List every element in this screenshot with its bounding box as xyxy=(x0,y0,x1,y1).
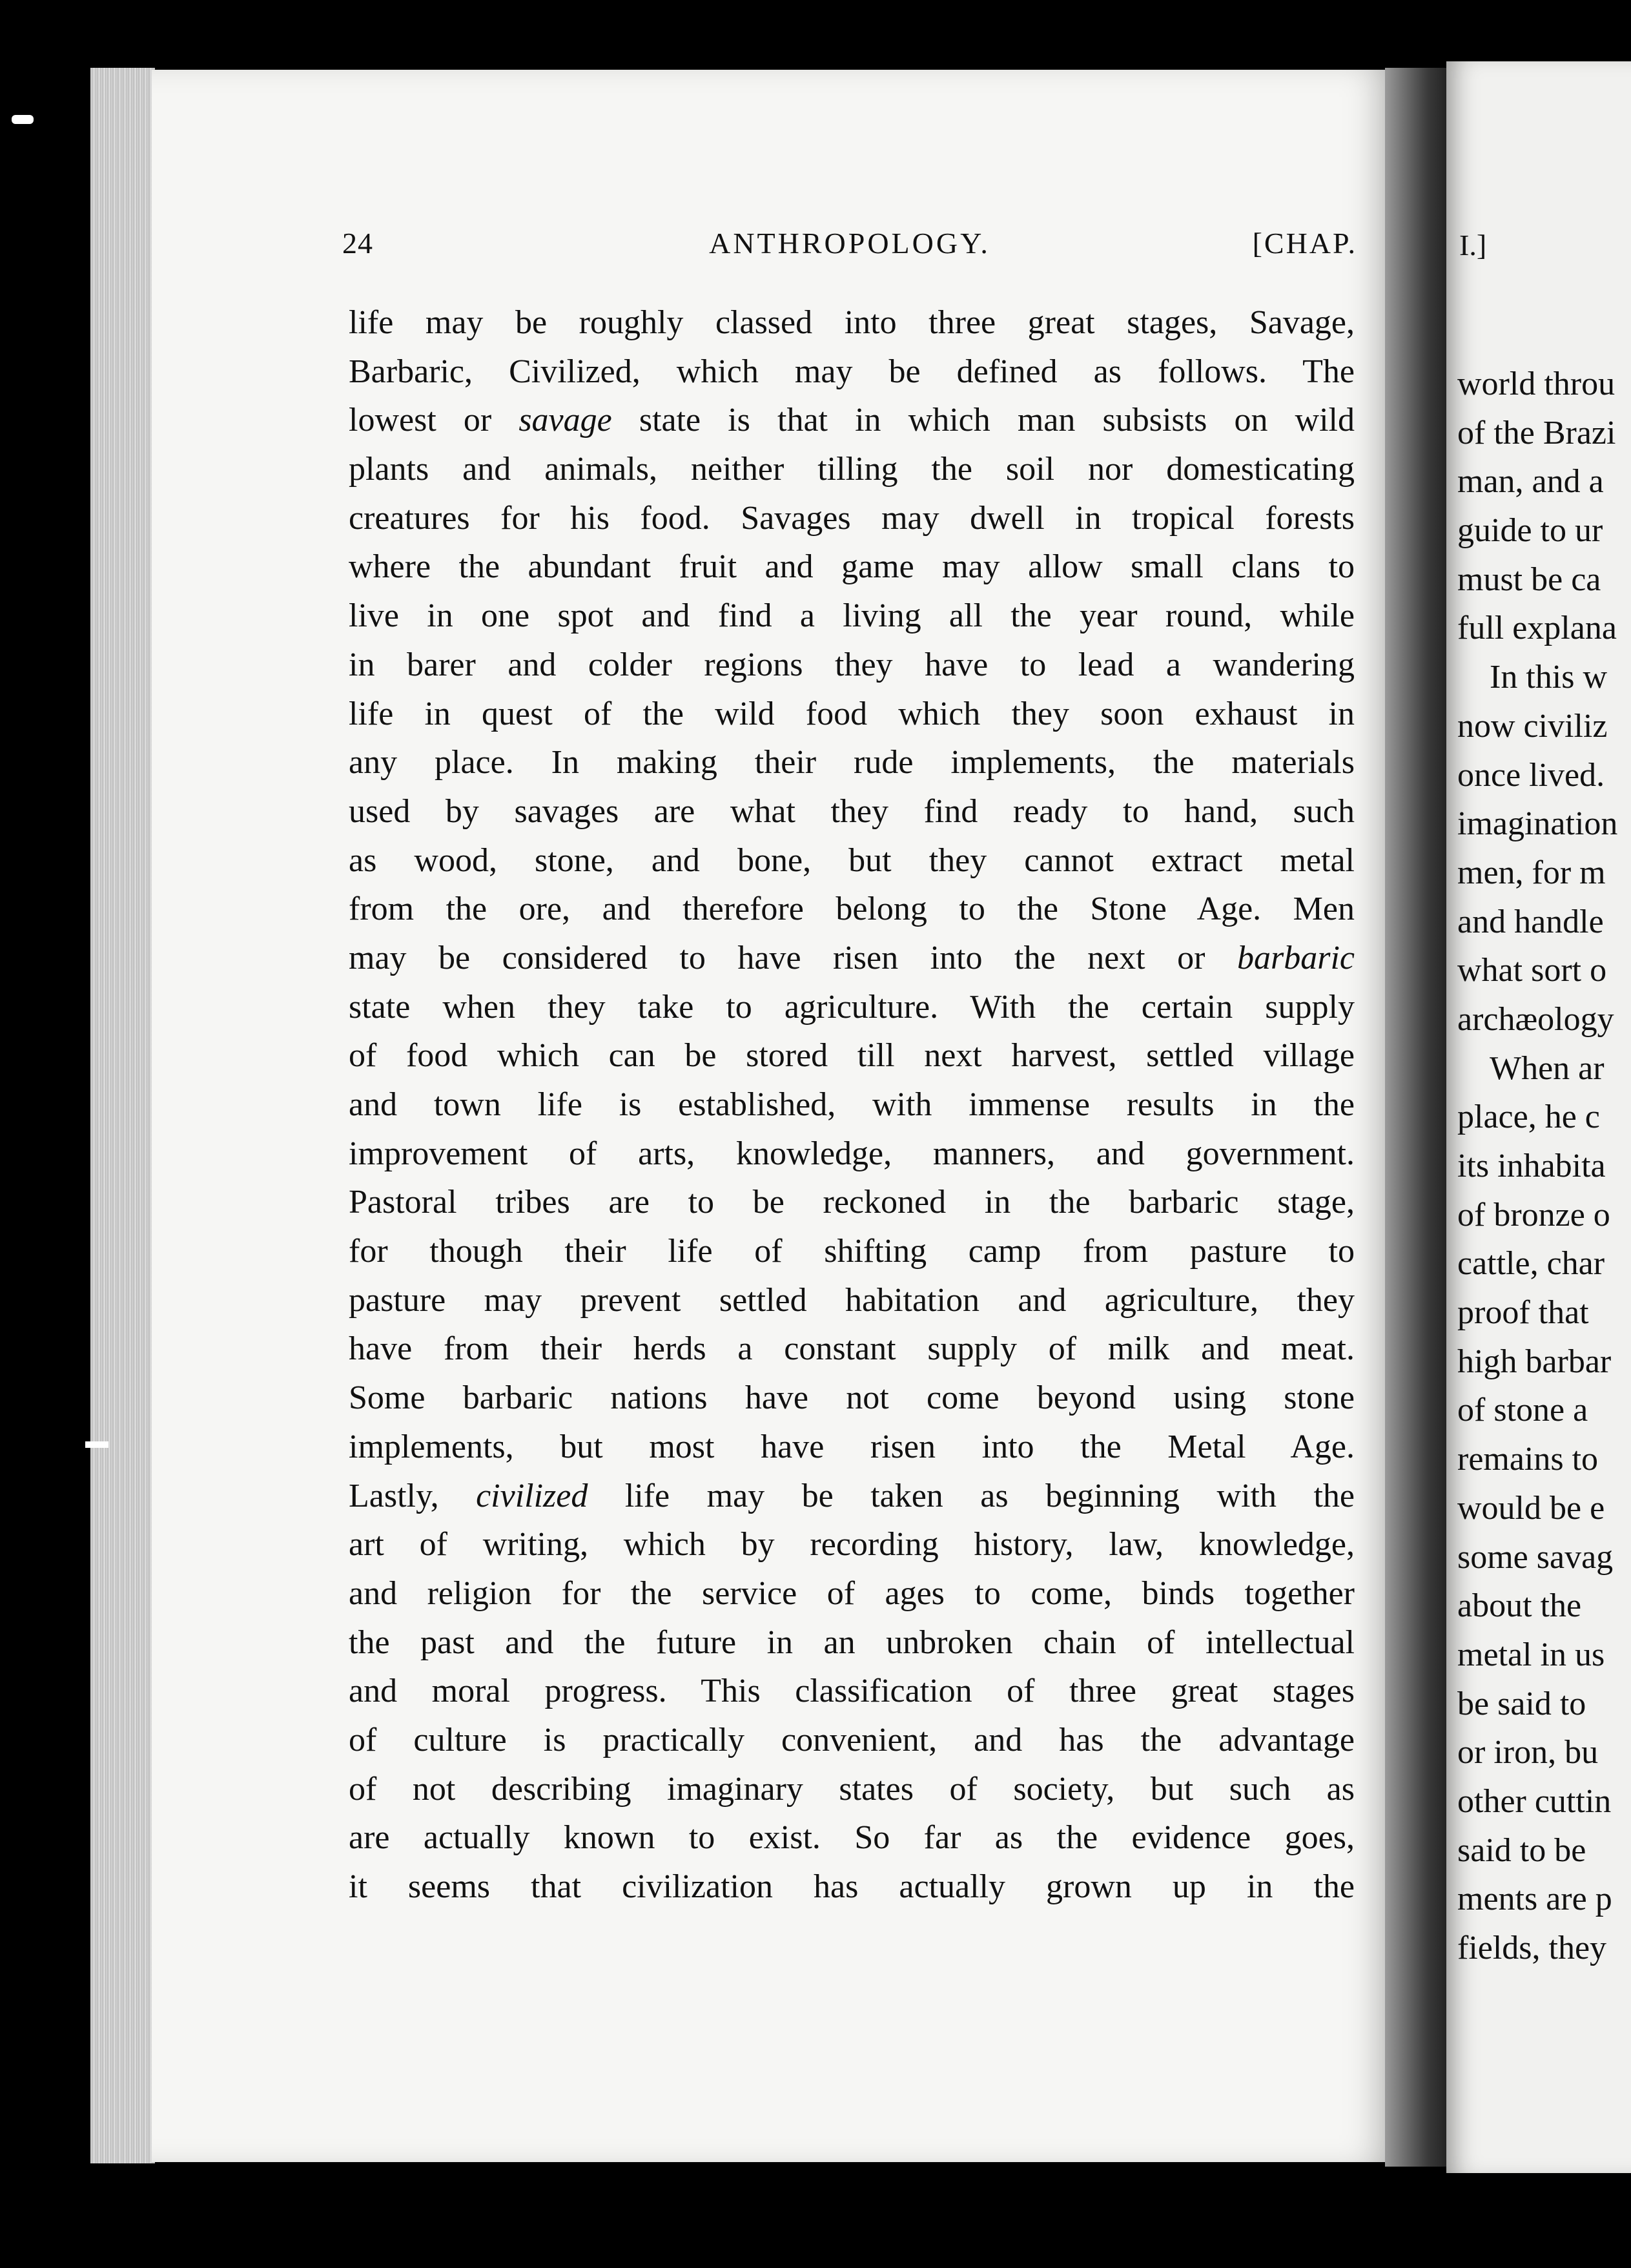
text-line: may be considered to have risen into the next or barbaric xyxy=(349,939,1355,976)
text-line: of culture is practically convenient, and has the advantage xyxy=(349,1721,1355,1758)
text-line: be said to xyxy=(1457,1685,1586,1722)
text-line: men, for m xyxy=(1457,854,1606,891)
text-line: place, he c xyxy=(1457,1098,1600,1136)
text-line: where the abundant fruit and game may allow small clans to xyxy=(349,548,1355,586)
text-line: of bronze o xyxy=(1457,1196,1610,1233)
text-line: used by savages are what they find ready to hand, such xyxy=(349,792,1355,830)
text-line: cattle, char xyxy=(1457,1245,1605,1283)
text-line: of the Brazi xyxy=(1457,414,1616,451)
text-line: guide to ur xyxy=(1457,512,1603,550)
page-number: 24 xyxy=(342,227,373,260)
chapter-label: [CHAP. xyxy=(1252,227,1357,260)
text-line: of stone a xyxy=(1457,1392,1588,1429)
text-line: and religion for the service of ages to come, binds together xyxy=(349,1574,1355,1612)
text-line: man, and a xyxy=(1457,463,1604,500)
text-line: must be ca xyxy=(1457,561,1601,598)
text-line: and moral progress. This classification of three great stages xyxy=(349,1673,1355,1710)
left-page-body xyxy=(349,298,1355,1912)
text-line: Lastly, civilized life may be taken as beginning with the xyxy=(349,1477,1355,1514)
text-line: have from their herds a constant supply of milk and meat. xyxy=(349,1330,1355,1368)
text-line: in barer and colder regions they have to lead a wandering xyxy=(349,646,1355,683)
text-line: fields, they xyxy=(1457,1930,1607,1966)
text-line: now civiliz xyxy=(1457,707,1608,745)
text-line: art of writing, which by recording history, law, knowledge, xyxy=(349,1526,1355,1563)
right-chapter-label: I.] xyxy=(1459,229,1487,262)
text-line: high barbar xyxy=(1457,1343,1612,1380)
text-line: are actually known to exist. So far as the evidence goes, xyxy=(349,1819,1355,1857)
text-line: When ar xyxy=(1490,1049,1605,1087)
text-line: archæology xyxy=(1457,1000,1614,1038)
text-line: metal in us xyxy=(1457,1636,1605,1673)
text-line: Pastoral tribes are to be reckoned in the barbaric stage, xyxy=(349,1184,1355,1221)
text-line: creatures for his food. Savages may dwell in tropical forests xyxy=(349,499,1355,537)
text-line: life in quest of the wild food which they soon exhaust in xyxy=(349,695,1355,732)
text-line: as wood, stone, and bone, but they cannot extract metal xyxy=(349,841,1355,879)
text-line: of food which can be stored till next harvest, settled village xyxy=(349,1037,1355,1075)
text-line: and town life is established, with immense results in the xyxy=(349,1086,1355,1123)
scan-speck xyxy=(85,1441,108,1448)
text-line: any place. In making their rude implements, the materials xyxy=(349,744,1355,781)
text-line: from the ore, and therefore belong to the Stone Age. Men xyxy=(349,891,1355,928)
text-line: of not describing imaginary states of society, but such as xyxy=(349,1770,1355,1808)
text-line: pasture may prevent settled habitation and agriculture, they xyxy=(349,1281,1355,1319)
text-line: Barbaric, Civilized, which may be defined as follows. The xyxy=(349,353,1355,390)
text-line: said to be xyxy=(1457,1831,1586,1869)
text-line: implements, but most have risen into the Metal Age. xyxy=(349,1428,1355,1465)
text-line: would be e xyxy=(1457,1489,1605,1527)
right-page xyxy=(1446,61,1631,2173)
text-line: live in one spot and find a living all the year round, while xyxy=(349,597,1355,635)
text-line: full explana xyxy=(1457,610,1617,647)
text-line: life may be roughly classed into three great stages, Savage, xyxy=(349,304,1355,341)
text-line: state when they take to agriculture. With the certain supply xyxy=(349,988,1355,1026)
text-line: Some barbaric nations have not come beyond using stone xyxy=(349,1379,1355,1417)
text-line: In this w xyxy=(1490,659,1607,696)
text-line: or iron, bu xyxy=(1457,1734,1599,1771)
text-line: world throu xyxy=(1457,366,1616,402)
running-head xyxy=(342,226,1357,271)
text-line: its inhabita xyxy=(1457,1148,1606,1184)
text-line: improvement of arts, knowledge, manners, and government. xyxy=(349,1135,1355,1172)
text-line: ments are p xyxy=(1457,1881,1612,1918)
text-line: plants and animals, neither tilling the soil nor domesticating xyxy=(349,451,1355,488)
text-line: some savag xyxy=(1457,1538,1614,1576)
page-edges xyxy=(90,68,155,2163)
text-line: what sort o xyxy=(1457,952,1607,989)
text-line: proof that xyxy=(1457,1294,1589,1332)
text-line: imagination xyxy=(1457,805,1618,843)
scan-speck xyxy=(12,115,34,124)
right-page-body xyxy=(1457,360,1631,1973)
text-line: remains to xyxy=(1457,1441,1599,1478)
text-line: for though their life of shifting camp from pasture to xyxy=(349,1233,1355,1270)
text-line: once lived. xyxy=(1457,756,1605,794)
running-title: ANTHROPOLOGY. xyxy=(709,227,990,260)
text-line: about the xyxy=(1457,1587,1582,1625)
text-line: it seems that civilization has actually grown up in the xyxy=(349,1868,1355,1905)
text-line: the past and the future in an unbroken chain of intellectual xyxy=(349,1624,1355,1661)
text-line: lowest or savage state is that in which man subsists on wild xyxy=(349,402,1355,439)
text-line: other cuttin xyxy=(1457,1782,1612,1820)
text-line: and handle xyxy=(1457,903,1604,940)
